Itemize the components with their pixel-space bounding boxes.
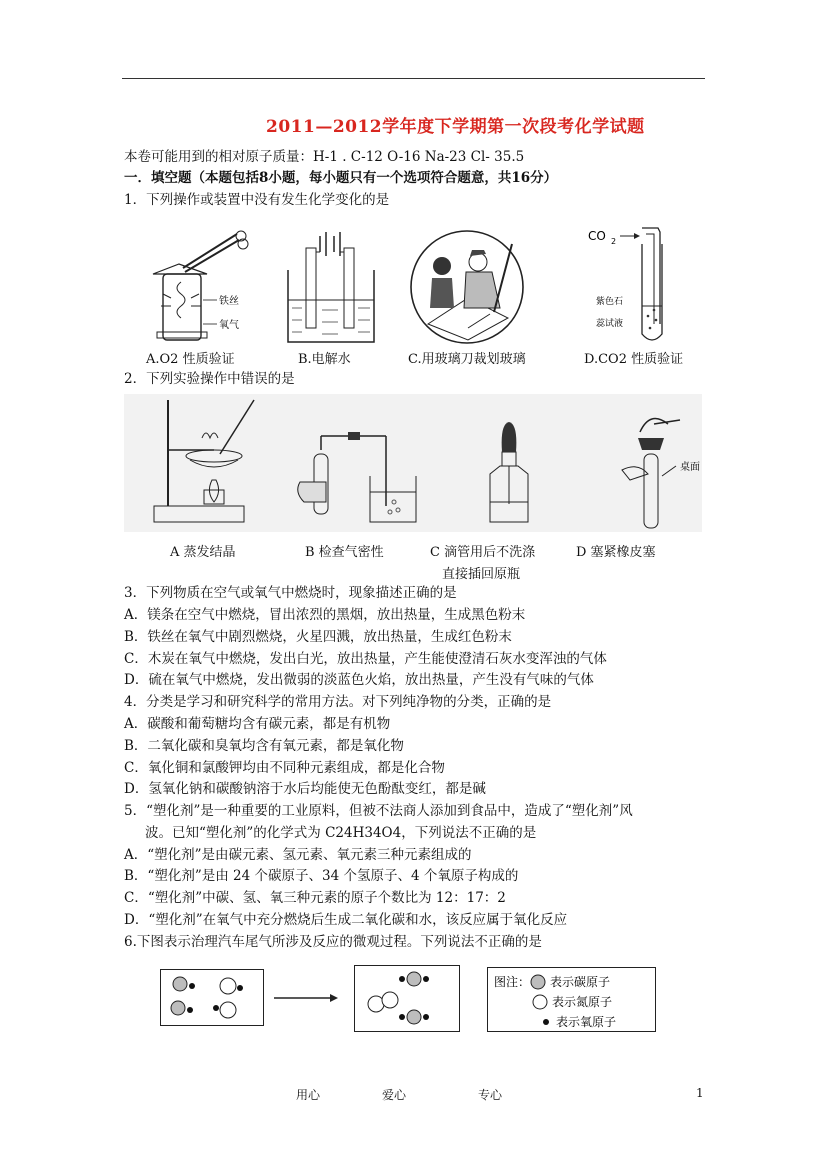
q3-option-c: C．木炭在氧气中燃烧，发出白光，放出热量，产生能使澄清石灰水变浑浊的气体 bbox=[124, 651, 607, 667]
q1-figure-a-oxygen-bottle bbox=[145, 224, 255, 346]
q6-stem: 6.下图表示治理汽车尾气所涉及反应的微观过程。下列说法不正确的是 bbox=[124, 934, 542, 950]
q5-stem-line1: 5．“塑化剂”是一种重要的工业原料，但被不法商人添加到食品中，造成了“塑化剂”风 bbox=[124, 803, 633, 819]
legend-title: 图注： bbox=[494, 975, 531, 989]
section-heading: 一．填空题（本题包括8小题，每小题只有一个选项符合题意，共16分） bbox=[124, 170, 558, 186]
reactant-molecules bbox=[171, 977, 243, 1018]
q2-option-b: B 检查气密性 bbox=[305, 545, 384, 560]
q3-option-a: A．镁条在空气中燃烧，冒出浓烈的黑烟，放出热量，生成黑色粉末 bbox=[124, 607, 526, 623]
q4-option-a: A．碳酸和葡萄糖均含有碳元素，都是有机物 bbox=[124, 716, 391, 732]
footer-item-3: 专心 bbox=[478, 1088, 503, 1102]
q4-option-c: C．氧化铜和氯酸钾均由不同种元素组成，都是化合物 bbox=[124, 760, 445, 776]
q4-option-b: B．二氧化碳和臭氧均含有氧元素，都是氧化物 bbox=[124, 738, 404, 754]
q5-option-d: D．“塑化剂”在氧气中充分燃烧后生成二氧化碳和水，该反应属于氧化反应 bbox=[124, 912, 568, 928]
q5-option-a: A．“塑化剂”是由碳元素、氢元素、氧元素三种元素组成的 bbox=[124, 847, 472, 863]
product-molecules bbox=[368, 972, 429, 1024]
q1-figure-b-electrolysis bbox=[284, 230, 378, 346]
q1-option-d: D.CO2 性质验证 bbox=[584, 352, 684, 367]
q2-option-d: D 塞紧橡皮塞 bbox=[576, 545, 656, 560]
q1-figure-c-glass-cutting bbox=[408, 228, 526, 346]
page-title: 2011—2012学年度下学期第一次段考化学试题 bbox=[266, 117, 645, 137]
footer-item-1: 用心 bbox=[296, 1088, 321, 1102]
q1-stem: 1．下列操作或装置中没有发生化学变化的是 bbox=[124, 192, 390, 208]
page-number: 1 bbox=[696, 1086, 704, 1100]
carbon-atom-symbol bbox=[531, 975, 545, 989]
co2-label: CO bbox=[588, 229, 606, 243]
q2-stem: 2．下列实验操作中错误的是 bbox=[124, 371, 295, 387]
footer-item-2: 爱心 bbox=[382, 1088, 407, 1102]
q3-stem: 3．下列物质在空气或氧气中燃烧时，现象描述正确的是 bbox=[124, 585, 457, 601]
co2-subscript: 2 bbox=[611, 237, 617, 246]
iron-wire-label: 铁丝 bbox=[219, 296, 239, 307]
q4-option-d: D．氢氧化钠和碳酸钠溶于水后均能使无色酚酞变红，都是碱 bbox=[124, 781, 486, 797]
q3-option-b: B．铁丝在氧气中剧烈燃烧，火星四溅，放出热量，生成红色粉末 bbox=[124, 629, 512, 645]
q4-stem: 4．分类是学习和研究科学的常用方法。对下列纯净物的分类，正确的是 bbox=[124, 694, 552, 710]
q1-option-a: A.O2 性质验证 bbox=[146, 352, 235, 367]
q1-figure-d-co2-test-tube bbox=[588, 224, 688, 348]
q2-option-a: A 蒸发结晶 bbox=[170, 545, 236, 560]
nitrogen-atom-symbol bbox=[533, 995, 547, 1009]
q2-figure-strip bbox=[124, 394, 702, 532]
q6-reaction-diagram bbox=[160, 964, 660, 1036]
legend-carbon: 表示碳原子 bbox=[550, 975, 611, 989]
header-rule bbox=[122, 78, 705, 79]
q3-option-d: D．硫在氧气中燃烧，发出微弱的淡蓝色火焰，放出热量，产生没有气味的气体 bbox=[124, 672, 594, 688]
q5-option-c: C．“塑化剂”中碳、氢、氧三种元素的原子个数比为 12：17：2 bbox=[124, 890, 506, 906]
oxygen-atom-symbol bbox=[543, 1019, 549, 1025]
legend-oxygen: 表示氧原子 bbox=[556, 1015, 617, 1029]
q2-option-c: C 滴管用后不洗涤 bbox=[430, 545, 536, 560]
q1-option-b: B.电解水 bbox=[298, 352, 351, 367]
q5-option-b: B．“塑化剂”是由 24 个碳原子、34 个氢原子、4 个氧原子构成的 bbox=[124, 868, 519, 884]
litmus-label-2: 蕊试液 bbox=[596, 319, 624, 329]
atomic-mass-line: 本卷可能用到的相对原子质量：H-1 . C-12 O-16 Na-23 Cl- 35.5 bbox=[124, 149, 525, 165]
q2-option-c-line2: 直接插回原瓶 bbox=[442, 567, 521, 582]
oxygen-label: 氧气 bbox=[219, 320, 239, 331]
litmus-label-1: 紫色石 bbox=[596, 297, 624, 307]
legend-nitrogen: 表示氮原子 bbox=[552, 995, 613, 1009]
q1-option-c: C.用玻璃刀裁划玻璃 bbox=[408, 352, 526, 367]
desk-label: 桌面 bbox=[680, 462, 700, 473]
q5-stem-line2: 波。已知“塑化剂”的化学式为 C24H34O4，下列说法不正确的是 bbox=[145, 825, 537, 841]
